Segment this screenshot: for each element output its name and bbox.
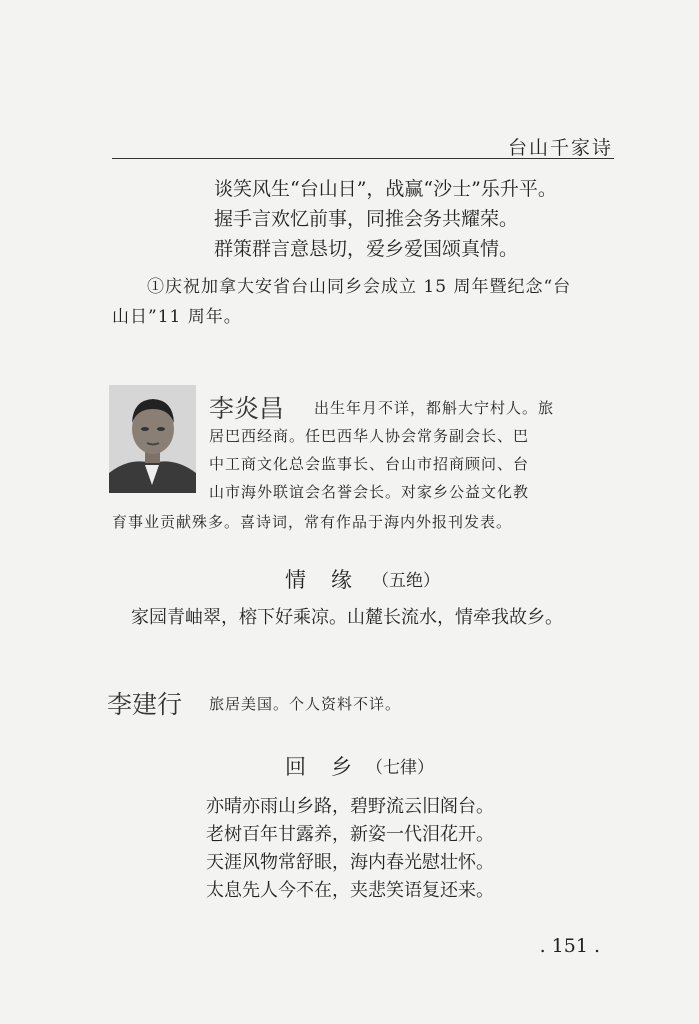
author-bio-line: 育事业贡献殊多。喜诗词，常有作品于海内外报刊发表。 <box>112 513 513 531</box>
poem-line: 天涯风物常舒眼，海内春光慰壮怀。 <box>206 852 494 873</box>
author-bio-line: 出生年月不详，都斛大宁村人。旅 <box>314 399 555 417</box>
poem-line: 谈笑风生“台山日”，战赢“沙士”乐升平。 <box>214 178 557 200</box>
poem-line: 家园青岫翠，榕下好乘凉。山麓长流水，情牵我故乡。 <box>131 607 563 628</box>
poem-title: 情 缘 <box>285 568 354 592</box>
author-name: 李建行 <box>107 690 183 719</box>
header-rule <box>112 158 614 159</box>
poem-form: （七律） <box>366 758 434 778</box>
author-bio-line: 中工商文化总会监事长、台山市招商顾问、台 <box>209 455 530 473</box>
poem-form: （五绝） <box>372 571 440 591</box>
poem-line: 群策群言意恳切，爱乡爱国颂真情。 <box>214 238 519 260</box>
footnote-line: ①庆祝加拿大安省台山同乡会成立 15 周年暨纪念“台 <box>147 277 572 297</box>
page-number: . 151 . <box>539 935 600 957</box>
poem-line: 亦晴亦雨山乡路，碧野流云旧阁台。 <box>206 796 494 817</box>
author-bio-line: 居巴西经商。任巴西华人协会常务副会长、巴 <box>209 427 530 445</box>
poem-line: 老树百年甘露养，新姿一代泪花开。 <box>206 824 494 845</box>
author-portrait <box>109 385 196 493</box>
author-bio-line: 山市海外联谊会名誉会长。对家乡公益文化教 <box>209 483 530 501</box>
footnote-line: 山日”11 周年。 <box>112 307 242 327</box>
author-name: 李炎昌 <box>209 394 285 423</box>
poem-title: 回 乡 <box>285 755 354 779</box>
poem-line: 太息先人今不在，夹悲笑语复还来。 <box>206 880 494 901</box>
running-header-title: 台山千家诗 <box>507 137 613 159</box>
author-bio: 旅居美国。个人资料不详。 <box>209 695 402 713</box>
poem-line: 握手言欢忆前事，同推会务共耀荣。 <box>214 208 519 230</box>
